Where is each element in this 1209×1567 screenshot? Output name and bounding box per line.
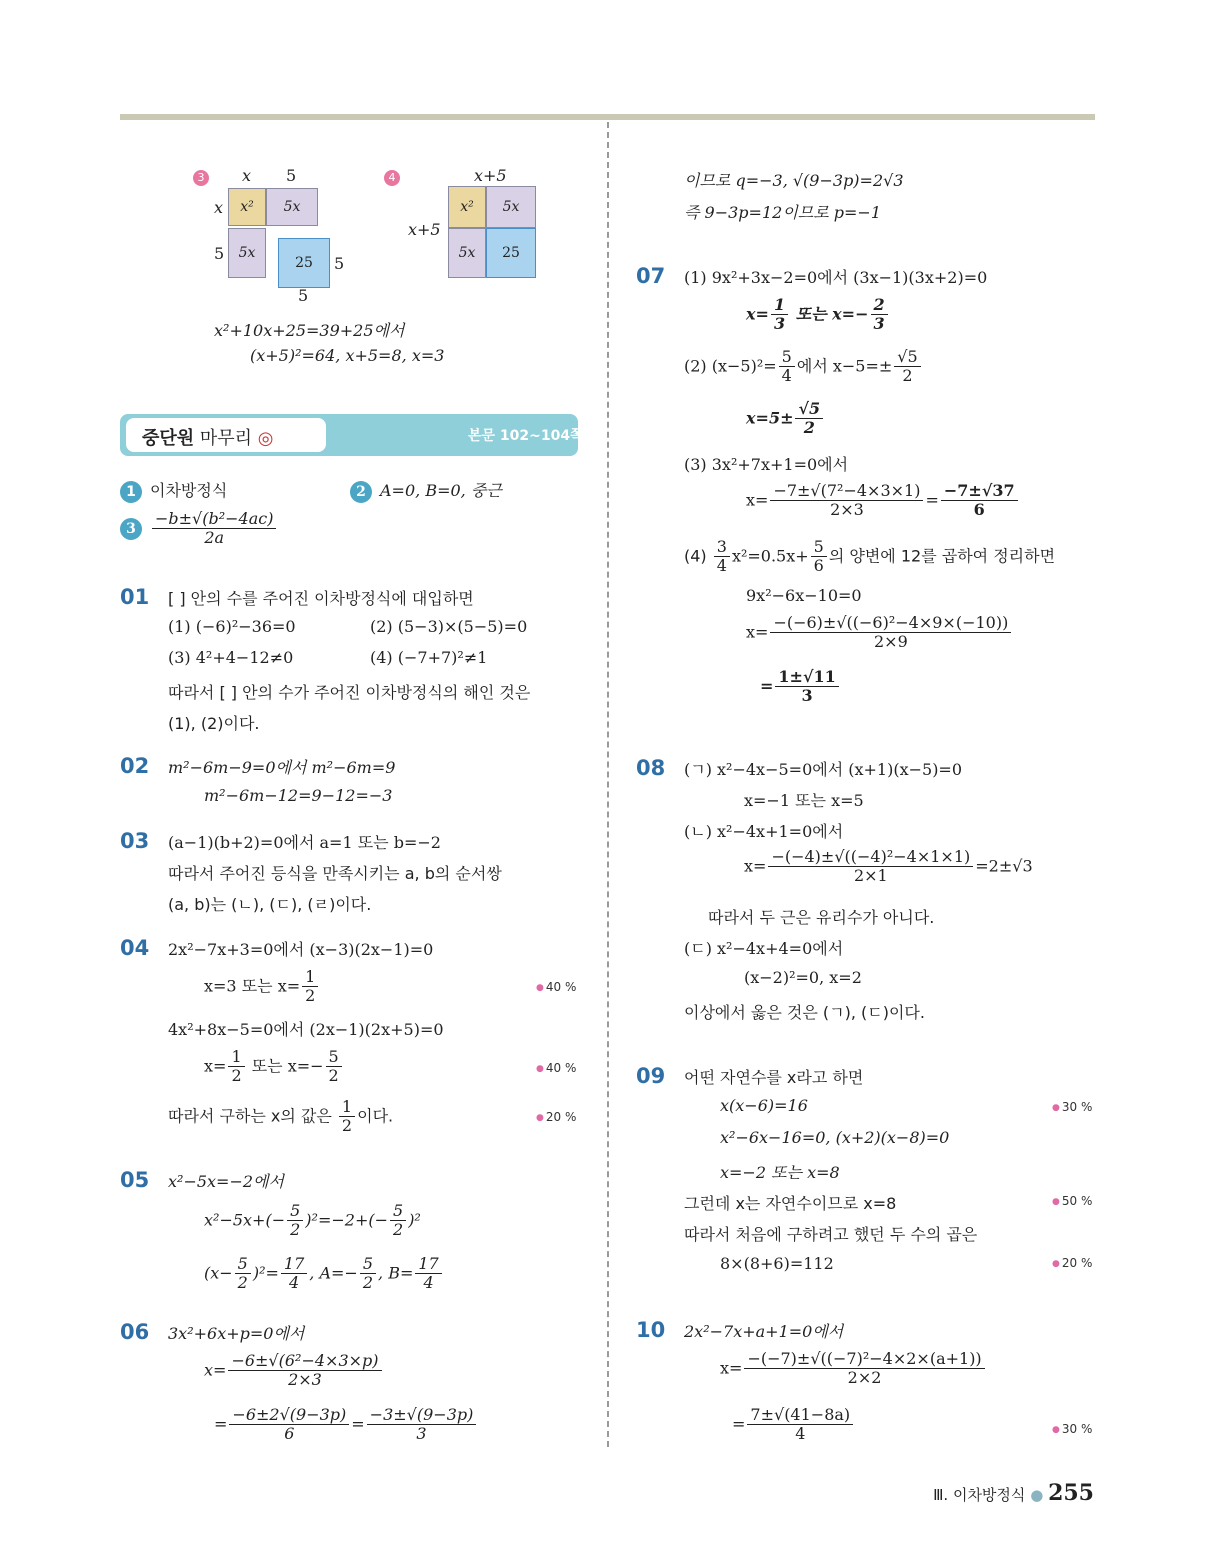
q08-line-2: x=−1 또는 x=5 (744, 791, 864, 810)
q05-l2-den-2: 2 (393, 1220, 404, 1240)
q05-line-1: x²−5x=−2에서 (168, 1172, 284, 1191)
q05-l3-num-4: 17 (415, 1255, 441, 1274)
label-left-xp5: x+5 (408, 220, 441, 239)
q07-line-9 (746, 614, 1013, 652)
label-top-5: 5 (286, 166, 297, 185)
score-percent: ● 20 % (1052, 1256, 1092, 1270)
label-bottom-5: 5 (298, 286, 309, 305)
q02-line-2: m²−6m−12=9−12=−3 (204, 786, 393, 805)
q07-b1-num: 5 (779, 348, 795, 367)
problem-number-09: 09 (636, 1064, 666, 1088)
q07-c2-num: −7±√(7²−4×3×1) (770, 482, 923, 501)
q06-l2-num: −6±√(6²−4×3×p) (228, 1352, 381, 1371)
q07-a2-text-2: 또는 x=− (790, 304, 869, 324)
q04-l4-den-2: 2 (328, 1066, 339, 1086)
q07-line-7 (684, 538, 1055, 576)
problem-number-10: 10 (636, 1318, 666, 1342)
cell-25: 25 (486, 228, 536, 278)
cell-25: 25 (278, 238, 330, 288)
page-number: 255 (1048, 1480, 1094, 1506)
num-1-icon: 1 (120, 481, 142, 503)
q07-b1-text-2: 에서 x−5=± (796, 356, 893, 376)
q10-l3-text: = (732, 1414, 746, 1434)
q07-c2-den: 2×3 (830, 500, 864, 520)
q03-line-1: (a−1)(b+2)=0에서 a=1 또는 b=−2 (168, 833, 441, 852)
q04-l4-den: 2 (231, 1066, 242, 1086)
q07-a2-text: x= (746, 304, 769, 324)
problem-number-01: 01 (120, 585, 150, 609)
q07-line-3 (684, 348, 923, 386)
q09-line-7: 8×(8+6)=112 (720, 1254, 834, 1273)
problem-number-07: 07 (636, 264, 666, 288)
q07-d1-den: 4 (716, 556, 727, 576)
q07-d1-text: (4) (684, 546, 712, 566)
num-3-icon: 3 (120, 518, 142, 540)
q04-l5-text-2: 이다. (357, 1106, 394, 1126)
q07-c2-text-2: = (925, 490, 939, 510)
q07-c2-num-2: −7±√37 (941, 482, 1018, 501)
q07-line-4 (746, 400, 825, 438)
q07-d1-text-3: 의 양변에 12를 곱하여 정리하면 (828, 546, 1056, 566)
q07-b1-num-2: √5 (894, 348, 920, 367)
problem-number-05: 05 (120, 1168, 150, 1192)
q07-line-5: (3) 3x²+7x+1=0에서 (684, 455, 849, 474)
q07-c2-text: x= (746, 490, 769, 510)
q05-l3-text: (x− (204, 1263, 233, 1283)
cell-x2: x² (228, 188, 266, 226)
q08-l4-text-2: =2±√3 (975, 856, 1033, 876)
q06-line-3 (214, 1406, 478, 1444)
q04-l2-text: x=3 또는 x= (204, 976, 301, 996)
q05-line-3 (204, 1255, 444, 1293)
score-percent: ● 50 % (1052, 1194, 1092, 1208)
q05-l3-text-2: )²= (252, 1263, 279, 1283)
q03-line-3: (a, b)는 (ㄴ), (ㄷ), (ㄹ)이다. (168, 895, 372, 914)
q09-line-4: x=−2 또는 x=8 (720, 1163, 840, 1182)
cell-5x-right: 5x (486, 186, 536, 228)
intro-line-1: x²+10x+25=39+25에서 (214, 321, 405, 340)
score-percent: ● 30 % (1052, 1422, 1092, 1436)
q05-l2-num-2: 5 (390, 1202, 406, 1221)
q03-line-2: 따라서 주어진 등식을 만족시키는 a, b의 순서쌍 (168, 864, 502, 883)
q10-l2-text: x= (720, 1358, 743, 1378)
q07-b1-den-2: 2 (902, 366, 913, 386)
q06-cont-line-2: 즉 9−3p=12이므로 p=−1 (684, 203, 882, 222)
q05-l3-den-4: 4 (423, 1273, 434, 1293)
q04-l5-num: 1 (339, 1098, 355, 1117)
q04-l5-den: 2 (341, 1116, 353, 1136)
q06-l3-text: = (214, 1414, 228, 1434)
q06-l2-text: x= (204, 1360, 227, 1380)
label-top-x: x (242, 166, 252, 185)
q05-l2-text-3: )² (408, 1210, 421, 1230)
summary-item-2 (350, 478, 502, 503)
q06-l3-num: −6±2√(9−3p) (229, 1406, 349, 1425)
q07-line-10 (760, 668, 841, 706)
q08-line-7: (x−2)²=0, x=2 (744, 968, 862, 987)
q08-line-4 (744, 848, 1033, 886)
q07-d1-num-2: 5 (811, 538, 827, 557)
diagram-badge-4: 4 (384, 170, 400, 186)
q01-line-7: (1), (2)이다. (168, 714, 260, 733)
q09-line-6: 따라서 처음에 구하려고 했던 두 수의 곱은 (684, 1225, 978, 1244)
q05-l3-text-4: , B= (378, 1263, 414, 1283)
q10-l2-den: 2×2 (847, 1368, 882, 1388)
q07-d1-num: 3 (714, 538, 730, 557)
score-percent: ● 20 % (536, 1110, 576, 1124)
cell-5x-right: 5x (266, 188, 318, 226)
q07-c2-den-2: 6 (973, 500, 985, 520)
section-title-bold: 중단원 (142, 428, 195, 449)
score-percent: ● 40 % (536, 980, 576, 994)
num-2-icon: 2 (350, 481, 372, 503)
q08-line-8: 이상에서 옳은 것은 (ㄱ), (ㄷ)이다. (684, 1003, 925, 1022)
q04-line-1: 2x²−7x+3=0에서 (x−3)(2x−1)=0 (168, 940, 434, 959)
q06-l3-den-2: 3 (416, 1424, 427, 1444)
q10-line-3 (732, 1406, 855, 1444)
problem-number-06: 06 (120, 1320, 150, 1344)
q05-l3-den: 2 (237, 1273, 248, 1293)
q07-d3-den: 2×9 (873, 632, 908, 652)
q10-line-2 (720, 1350, 987, 1388)
q10-line-1: 2x²−7x+a+1=0에서 (684, 1322, 844, 1341)
q07-a2-num: 1 (771, 296, 788, 315)
q04-l5-text: 따라서 구하는 x의 값은 (168, 1106, 337, 1126)
q05-l3-num: 5 (235, 1255, 251, 1274)
q10-l3-num: 7±√(41−8a) (747, 1406, 853, 1425)
q07-b2-num: √5 (795, 400, 823, 419)
summary-text-1: 이차방정식 (150, 481, 228, 500)
q04-l4-text-2: 또는 x=− (246, 1056, 324, 1076)
q04-line-4 (204, 1048, 344, 1086)
q06-line-2 (204, 1352, 384, 1390)
q07-d4-text: = (760, 676, 774, 696)
q04-l2-num: 1 (302, 968, 318, 987)
q05-l3-num-2: 17 (281, 1255, 307, 1274)
q07-line-2 (746, 296, 890, 334)
q09-line-3: x²−6x−16=0, (x+2)(x−8)=0 (720, 1128, 950, 1147)
q10-l3-den: 4 (795, 1424, 806, 1444)
label-top-xp5: x+5 (474, 166, 507, 185)
q07-d3-text: x= (746, 622, 769, 642)
q01-line-5: (4) (−7+7)²≠1 (370, 648, 488, 667)
footer-dot-icon: ● (1030, 1486, 1049, 1504)
q06-l3-den: 6 (284, 1424, 295, 1444)
q04-l4-num: 1 (228, 1048, 244, 1067)
q04-l4-text: x= (204, 1056, 227, 1076)
q08-line-6: (ㄷ) x²−4x+4=0에서 (684, 939, 844, 958)
q04-line-5 (168, 1098, 393, 1136)
target-icon: ◎ (257, 428, 274, 449)
formula-num: −b±√(b²−4ac) (152, 510, 276, 529)
q05-l3-num-3: 5 (360, 1255, 376, 1274)
q09-line-5: 그런데 x는 자연수이므로 x=8 (684, 1194, 897, 1213)
q04-l4-num-2: 5 (326, 1048, 342, 1067)
q08-l4-text: x= (744, 856, 767, 876)
q07-d1-den-2: 6 (813, 556, 824, 576)
q10-l2-num: −(−7)±√((−7)²−4×2×(a+1)) (744, 1350, 984, 1369)
cell-5x-below: 5x (228, 228, 266, 278)
q08-line-3: (ㄴ) x²−4x+1=0에서 (684, 822, 844, 841)
q07-d1-text-2: x²=0.5x+ (731, 546, 809, 566)
problem-number-04: 04 (120, 936, 150, 960)
q09-line-1: 어떤 자연수를 x라고 하면 (684, 1068, 864, 1087)
q05-l3-text-3: , A=− (309, 1263, 358, 1283)
q08-line-1: (ㄱ) x²−4x−5=0에서 (x+1)(x−5)=0 (684, 760, 963, 779)
q02-line-1: m²−6m−9=0에서 m²−6m=9 (168, 758, 396, 777)
q04-line-2 (204, 968, 320, 1006)
q07-line-8: 9x²−6x−10=0 (746, 586, 862, 605)
q04-line-3: 4x²+8x−5=0에서 (2x−1)(2x+5)=0 (168, 1020, 444, 1039)
cell-x2: x² (448, 186, 486, 228)
q04-l2-den: 2 (305, 986, 316, 1006)
page-footer (933, 1480, 1094, 1506)
problem-number-03: 03 (120, 829, 150, 853)
q06-l2-den: 2×3 (288, 1370, 322, 1390)
q07-a2-den: 3 (773, 314, 786, 334)
q06-cont-line-1: 이므로 q=−3, √(9−3p)=2√3 (684, 171, 904, 190)
q07-b1-den: 4 (781, 366, 792, 386)
column-divider (607, 122, 609, 1447)
q07-b2-text: x=5± (746, 408, 794, 428)
q05-l2-text: x²−5x+(− (204, 1210, 286, 1230)
q07-a2-den-2: 3 (873, 314, 885, 334)
q08-l4-num: −(−4)±√((−4)²−4×1×1) (768, 848, 973, 867)
summary-item-3 (120, 510, 278, 548)
q07-line-1: (1) 9x²+3x−2=0에서 (3x−1)(3x+2)=0 (684, 268, 988, 287)
q07-d4-num: 1±√11 (775, 668, 838, 687)
intro-line-2: (x+5)²=64, x+5=8, x=3 (250, 346, 445, 365)
q05-l2-num: 5 (287, 1202, 303, 1221)
q01-line-1: [ ] 안의 수를 주어진 이차방정식에 대입하면 (168, 589, 474, 608)
q08-l4-den: 2×1 (853, 866, 888, 886)
label-right-5: 5 (334, 254, 345, 273)
score-percent: ● 30 % (1052, 1100, 1092, 1114)
score-percent: ● 40 % (536, 1061, 576, 1075)
section-title-rest: 마무리 (194, 428, 253, 449)
q07-a2-num-2: 2 (871, 296, 888, 315)
q05-line-2 (204, 1202, 421, 1240)
q06-l3-text-2: = (351, 1414, 365, 1434)
summary-text-2: A=0, B=0, 중근 (380, 481, 502, 500)
q08-line-5: 따라서 두 근은 유리수가 아니다. (708, 908, 935, 927)
section-title (142, 424, 274, 450)
q07-b2-den: 2 (803, 418, 815, 438)
label-left-5: 5 (214, 244, 225, 263)
q01-line-3: (2) (5−3)×(5−5)=0 (370, 617, 528, 636)
problem-number-08: 08 (636, 756, 666, 780)
section-reference: 본문 102~104쪽 (468, 428, 584, 444)
q06-line-1: 3x²+6x+p=0에서 (168, 1324, 305, 1343)
summary-item-1 (120, 478, 227, 503)
chapter-label: Ⅲ. 이차방정식 (933, 1486, 1026, 1504)
label-left-x: x (214, 198, 224, 217)
q05-l3-den-3: 2 (362, 1273, 374, 1293)
diagram-badge-3: 3 (193, 170, 209, 186)
q05-l2-text-2: )²=−2+(− (305, 1210, 388, 1230)
q05-l3-den-2: 4 (289, 1273, 300, 1293)
top-rule (120, 114, 1095, 120)
q07-line-6 (746, 482, 1020, 520)
formula-den: 2a (204, 528, 225, 548)
cell-5x-below: 5x (448, 228, 486, 278)
q01-line-2: (1) (−6)²−36=0 (168, 617, 296, 636)
q07-b1-text: (2) (x−5)²= (684, 356, 777, 376)
q07-d4-den: 3 (801, 686, 813, 706)
q01-line-4: (3) 4²+4−12≠0 (168, 648, 294, 667)
q05-l2-den: 2 (290, 1220, 301, 1240)
q06-l3-num-2: −3±√(9−3p) (367, 1406, 477, 1425)
q09-line-2: x(x−6)=16 (720, 1096, 808, 1115)
q01-line-6: 따라서 [ ] 안의 수가 주어진 이차방정식의 해인 것은 (168, 683, 531, 702)
problem-number-02: 02 (120, 754, 150, 778)
q07-d3-num: −(−6)±√((−6)²−4×9×(−10)) (770, 614, 1011, 633)
